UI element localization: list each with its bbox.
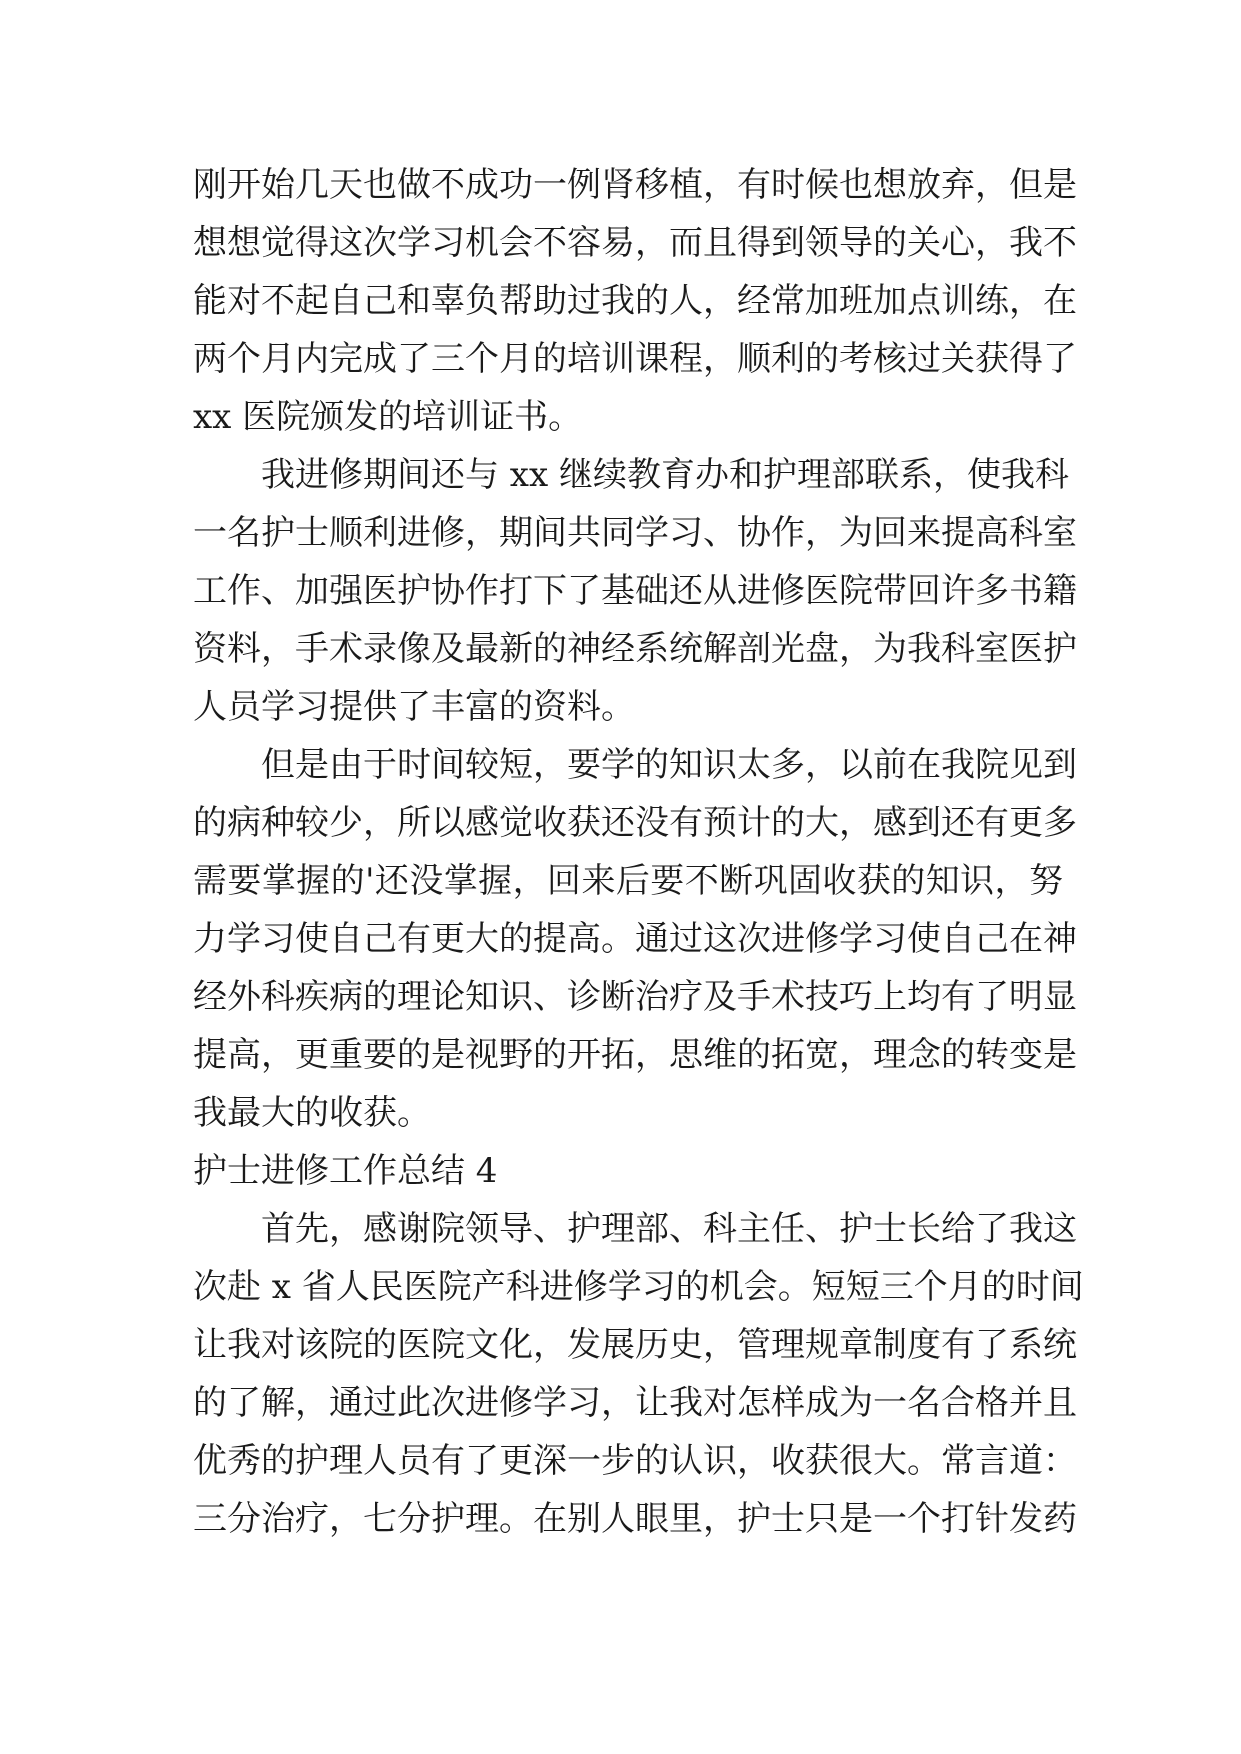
document-body <box>193 156 1084 1548</box>
text-line: 优秀的护理人员有了更深一步的认识，收获很大。常言道： <box>193 1441 1077 1481</box>
text-line: xx 医院颁发的培训证书。 <box>193 397 583 437</box>
text-line: 人员学习提供了丰富的资料。 <box>193 687 635 727</box>
text-line: 力学习使自己有更大的提高。通过这次进修学习使自己在神 <box>193 919 1077 959</box>
section-heading: 护士进修工作总结 4 <box>193 1151 498 1191</box>
text-line: 一名护士顺利进修，期间共同学习、协作，为回来提高科室 <box>193 513 1077 553</box>
text-line: 工作、加强医护协作打下了基础还从进修医院带回许多书籍 <box>193 571 1077 611</box>
text-line: 三分治疗，七分护理。在别人眼里，护士只是一个打针发药 <box>193 1499 1077 1539</box>
text-line: 两个月内完成了三个月的培训课程，顺利的考核过关获得了 <box>193 339 1077 379</box>
paragraph-first-line: 我进修期间还与 xx 继续教育办和护理部联系，使我科 <box>261 455 1069 495</box>
text-line: 需要掌握的'还没掌握，回来后要不断巩固收获的知识，努 <box>193 861 1063 901</box>
text-line: 想想觉得这次学习机会不容易，而且得到领导的关心，我不 <box>193 223 1077 263</box>
text-line: 的病种较少，所以感觉收获还没有预计的大，感到还有更多 <box>193 803 1077 843</box>
text-line: 我最大的收获。 <box>193 1093 431 1133</box>
text-line: 提高，更重要的是视野的开拓，思维的拓宽，理念的转变是 <box>193 1035 1077 1075</box>
paragraph-first-line: 但是由于时间较短，要学的知识太多，以前在我院见到 <box>261 745 1077 785</box>
paragraph-first-line: 首先，感谢院领导、护理部、科主任、护士长给了我这 <box>261 1209 1077 1249</box>
text-line: 经外科疾病的理论知识、诊断治疗及手术技巧上均有了明显 <box>193 977 1077 1017</box>
text-line: 次赴 x 省人民医院产科进修学习的机会。短短三个月的时间 <box>193 1267 1084 1307</box>
text-line: 的了解，通过此次进修学习，让我对怎样成为一名合格并且 <box>193 1383 1077 1423</box>
text-line: 让我对该院的医院文化，发展历史，管理规章制度有了系统 <box>193 1325 1077 1365</box>
text-line: 资料，手术录像及最新的神经系统解剖光盘，为我科室医护 <box>193 629 1077 669</box>
text-line: 刚开始几天也做不成功一例肾移植，有时候也想放弃，但是 <box>193 165 1077 205</box>
text-line: 能对不起自己和辜负帮助过我的人，经常加班加点训练，在 <box>193 281 1077 321</box>
